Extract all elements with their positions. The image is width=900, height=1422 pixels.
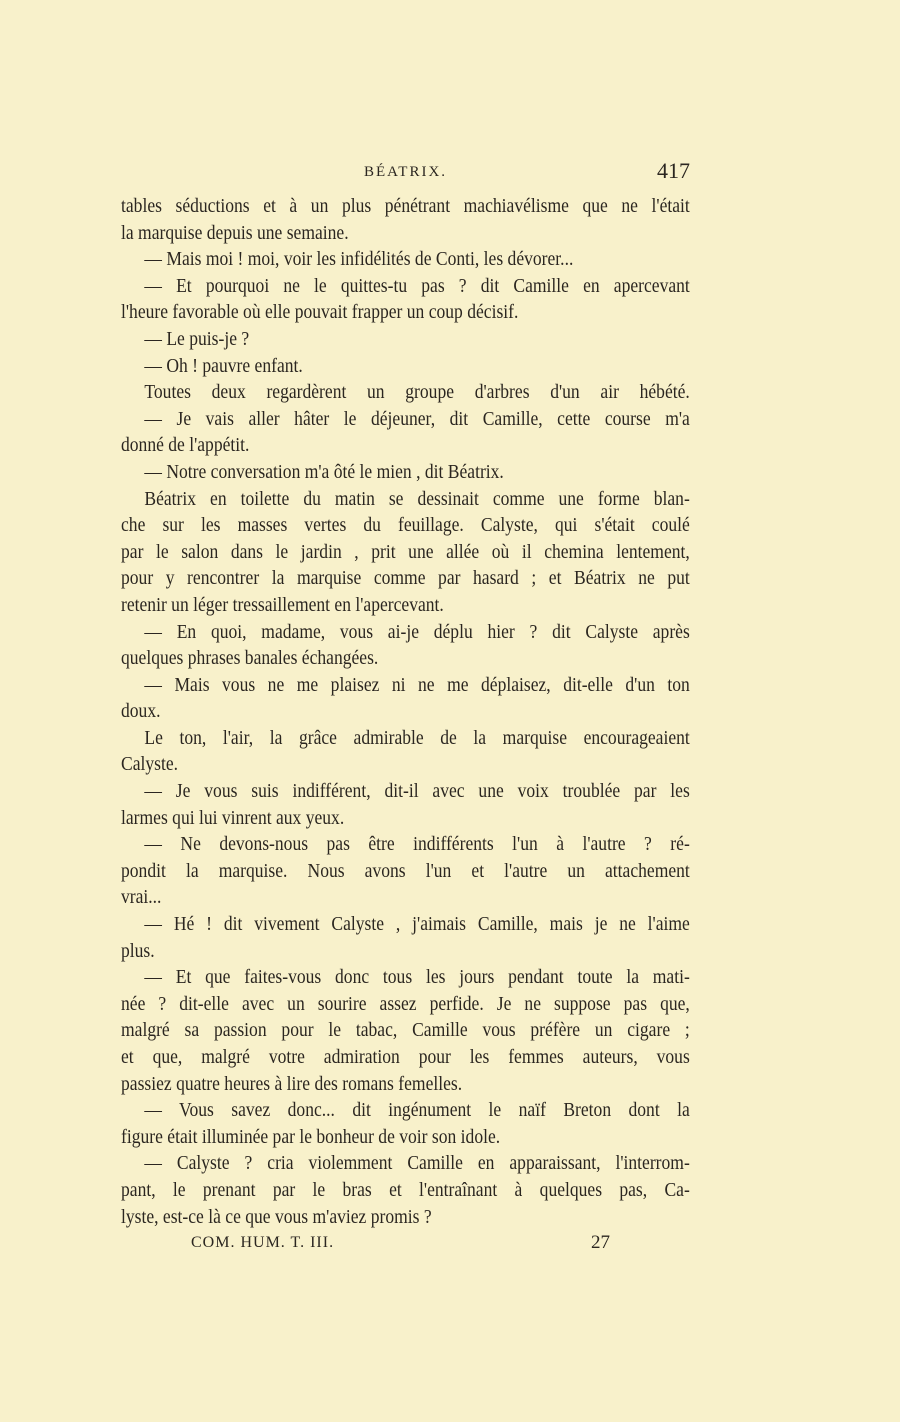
- running-title: BÉATRIX.: [363, 164, 448, 180]
- text-line: malgré sa passion pour le tabac, Camille vous préfère un cigare ;: [121, 1020, 690, 1042]
- text-line: retenir un léger tressaillement en l'apercevant.: [121, 594, 444, 616]
- text-line: Le ton, l'air, la grâce admirable de la marquise encourageaient: [144, 727, 690, 749]
- text-line: — Calyste ? cria violemment Camille en apparaissant, l'interrom-: [144, 1153, 690, 1175]
- text-line: — Oh ! pauvre enfant.: [144, 355, 303, 377]
- text-line: vrai...: [121, 887, 162, 909]
- text-line: la marquise depuis une semaine.: [121, 222, 349, 244]
- page-footer: [121, 1234, 690, 1258]
- text-line: plus.: [121, 940, 155, 962]
- text-line: larmes qui lui vinrent aux yeux.: [121, 807, 345, 829]
- text-line: Béatrix en toilette du matin se dessinait comme une forme blan-: [144, 488, 690, 510]
- text-line: l'heure favorable où elle pouvait frapper un coup décisif.: [121, 302, 519, 324]
- body-text: [121, 194, 690, 1231]
- text-line: tables séductions et à un plus pénétrant machiavélisme que ne l'était: [121, 196, 690, 217]
- page-number: 417: [657, 158, 690, 183]
- text-line: figure était illuminée par le bonheur de voir son idole.: [121, 1126, 501, 1148]
- text-line: et que, malgré votre admiration pour les femmes auteurs, vous: [121, 1047, 690, 1068]
- text-line: — Je vais aller hâter le déjeuner, dit Camille, cette course m'a: [144, 408, 690, 430]
- text-line: — Et pourquoi ne le quittes-tu pas ? dit Camille en apercevant: [144, 275, 690, 297]
- signature-mark: COM. HUM. T. III.: [191, 1234, 335, 1251]
- text-line: — Mais vous ne me plaisez ni ne me déplaisez, dit-elle d'un ton: [144, 674, 690, 696]
- text-line: — Vous savez donc... dit ingénument le naïf Breton dont la: [144, 1100, 690, 1122]
- text-line: — Mais moi ! moi, voir les infidélités de Conti, les dévorer...: [144, 249, 574, 271]
- text-line: — Le puis-je ?: [144, 328, 250, 350]
- text-line: quelques phrases banales échangées.: [121, 648, 379, 670]
- text-line: pondit la marquise. Nous avons l'un et l'autre un attachement: [121, 860, 690, 882]
- sheet-number: 27: [591, 1232, 610, 1253]
- text-line: che sur les masses vertes du feuillage. Calyste, qui s'était coulé: [121, 515, 690, 537]
- text-line: — En quoi, madame, vous ai-je déplu hier ? dit Calyste après: [144, 621, 690, 643]
- text-line: Toutes deux regardèrent un groupe d'arbres d'un air hébété.: [144, 382, 690, 404]
- text-line: — Hé ! dit vivement Calyste , j'aimais Camille, mais je ne l'aime: [144, 914, 690, 936]
- text-line: pant, le prenant par le bras et l'entraînant à quelques pas, Ca-: [121, 1179, 690, 1201]
- text-line: donné de l'appétit.: [121, 435, 250, 457]
- text-line: par le salon dans le jardin , prit une allée où il chemina lentement,: [121, 541, 690, 563]
- text-line: passiez quatre heures à lire des romans femelles.: [121, 1073, 463, 1095]
- text-line: doux.: [121, 701, 161, 723]
- text-line: — Ne devons-nous pas être indifférents l'un à l'autre ? ré-: [144, 834, 690, 856]
- text-line: Calyste.: [121, 754, 179, 776]
- text-line: — Notre conversation m'a ôté le mien , dit Béatrix.: [144, 461, 504, 483]
- running-header: [121, 158, 690, 186]
- text-line: lyste, est-ce là ce que vous m'aviez promis ?: [121, 1206, 432, 1228]
- text-line: — Et que faites-vous donc tous les jours pendant toute la mati-: [144, 967, 690, 989]
- text-line: née ? dit-elle avec un sourire assez perfide. Je ne suppose pas que,: [121, 993, 690, 1015]
- text-line: pour y rencontrer la marquise comme par hasard ; et Béatrix ne put: [121, 568, 690, 590]
- text-line: — Je vous suis indifférent, dit-il avec une voix troublée par les: [144, 781, 690, 803]
